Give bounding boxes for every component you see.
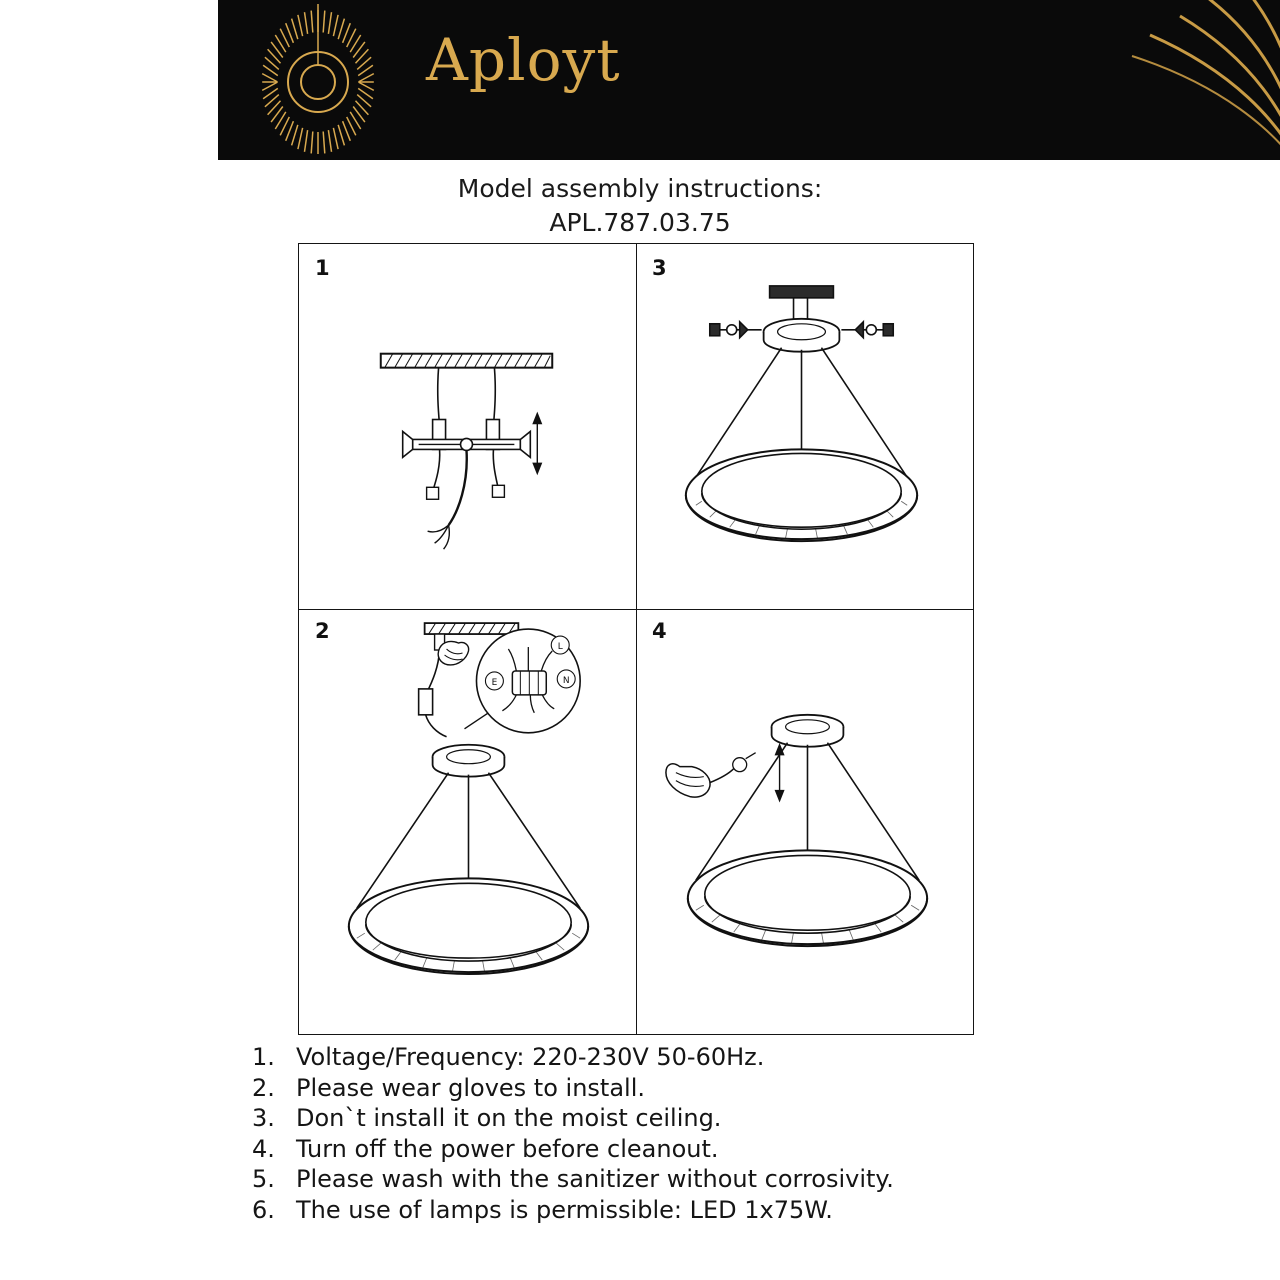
note-index: 3. [252,1104,275,1132]
note-text: Voltage/Frequency: 220-230V 50-60Hz. [296,1043,765,1071]
note-text: Don`t install it on the moist ceiling. [296,1104,722,1132]
list-item [252,1042,1052,1073]
wiring-label-l: L [557,641,563,652]
note-text: Please wash with the sanitizer without corrosivity. [296,1165,894,1193]
step-4-cell [636,609,973,1034]
brand-name: Aployt [426,26,621,94]
step-3-number: 3 [652,256,667,280]
list-item [252,1134,1052,1165]
step-4-number: 4 [652,618,667,643]
note-index: 4. [252,1134,275,1163]
notes-list [252,1042,1052,1225]
note-text: The use of lamps is permissible: LED 1x75W. [296,1195,833,1224]
note-index: 2. [252,1073,275,1102]
note-index: 6. [252,1195,275,1224]
step-2-diagram [299,609,636,1034]
model-code: APL.787.03.75 [549,208,731,237]
list-item [252,1073,1052,1104]
note-text: Turn off the power before cleanout. [296,1134,719,1163]
wiring-label-e: E [491,677,498,688]
list-item [252,1164,1052,1195]
step-3-cell [636,244,973,609]
list-item [252,1103,1052,1134]
step-3-diagram [636,244,973,609]
step-1-diagram [299,244,636,609]
sunburst-logo-icon [228,0,408,160]
title-text: Model assembly instructions: [457,174,823,203]
note-text: Please wear gloves to install. [296,1073,645,1102]
step-1-cell [299,244,636,609]
assembly-steps-grid [298,243,974,1035]
note-index: 1. [252,1043,275,1071]
header-banner [218,0,1280,160]
step-2-cell [299,609,636,1034]
step-2-number: 2 [315,618,330,643]
step-4-diagram [636,609,973,1034]
wiring-label-n: N [562,675,570,686]
page-title [0,172,1280,240]
radiating-rays-icon [850,0,1280,160]
list-item [252,1195,1052,1226]
step-1-number: 1 [315,256,330,280]
note-index: 5. [252,1165,275,1193]
